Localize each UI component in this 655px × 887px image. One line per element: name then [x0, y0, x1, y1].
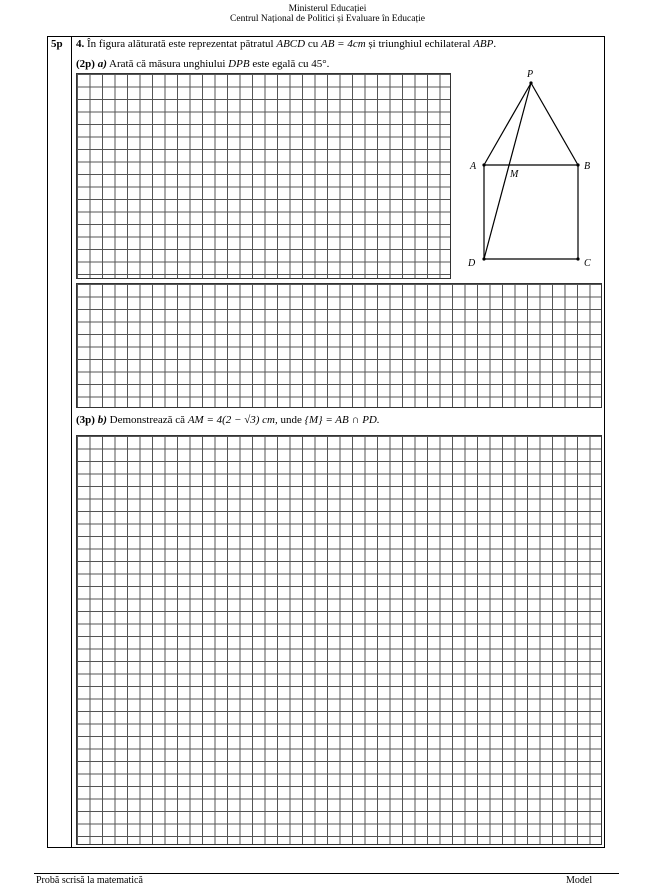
- square-name: ABCD: [276, 38, 306, 50]
- answer-grid-a-upper[interactable]: [76, 73, 451, 279]
- label-b: B: [584, 161, 591, 172]
- top-border: [47, 36, 605, 37]
- part-a-statement: [76, 58, 329, 70]
- part-a-angle: DPB: [228, 58, 250, 70]
- part-a-points: (2p): [76, 58, 95, 70]
- part-b-points: (3p): [76, 414, 95, 426]
- header-center: Centrul Național de Politici și Evaluare în Educație: [230, 14, 425, 24]
- point-a: [482, 163, 485, 166]
- problem-statement: [76, 38, 496, 50]
- point-b: [576, 163, 579, 166]
- side-equation: AB = 4cm: [320, 38, 366, 50]
- label-p: P: [527, 69, 534, 80]
- left-border: [47, 36, 48, 848]
- problem-points: 5p: [51, 38, 63, 50]
- statement-prefix: În figura alăturată este reprezentat pătratul: [87, 38, 274, 50]
- part-a-text: Arată că măsura unghiului: [109, 58, 226, 70]
- answer-grid-a-lower[interactable]: [76, 283, 602, 408]
- label-m: M: [510, 169, 519, 180]
- part-a-letter: a): [97, 58, 107, 70]
- point-c: [576, 257, 579, 260]
- part-a-text2: este egală cu 45°.: [252, 58, 330, 70]
- part-b-text: Demonstrează că: [109, 414, 186, 426]
- geometry-figure: [455, 62, 605, 277]
- header-ministry: Ministerul Educației: [288, 4, 367, 14]
- segment-dp: [484, 83, 531, 259]
- with-word: cu: [307, 38, 319, 50]
- part-b-letter: b): [97, 414, 107, 426]
- problem-number: 4.: [76, 38, 85, 50]
- label-c: C: [584, 258, 591, 269]
- statement-end: .: [493, 38, 497, 50]
- answer-grid-b[interactable]: [76, 435, 602, 845]
- triangle-name: ABP: [473, 38, 494, 50]
- footer-left: Probă scrisă la matematică: [36, 875, 143, 886]
- label-a: A: [470, 161, 477, 172]
- point-d: [482, 257, 485, 260]
- point-p: [529, 81, 532, 84]
- part-b-set: {M} = AB ∩ PD.: [304, 414, 380, 426]
- footer-rule: [34, 873, 619, 874]
- segment-bp: [531, 83, 578, 165]
- footer-right: Model: [566, 875, 593, 886]
- triangle-text: și triunghiul echilateral: [368, 38, 471, 50]
- part-b-statement: [76, 414, 380, 426]
- points-column-divider: [71, 36, 72, 848]
- part-b-where: unde: [280, 414, 302, 426]
- segment-ap: [484, 83, 531, 165]
- part-b-formula: AM = 4(2 − √3) cm,: [187, 414, 278, 426]
- bottom-border: [47, 847, 605, 848]
- label-d: D: [468, 258, 476, 269]
